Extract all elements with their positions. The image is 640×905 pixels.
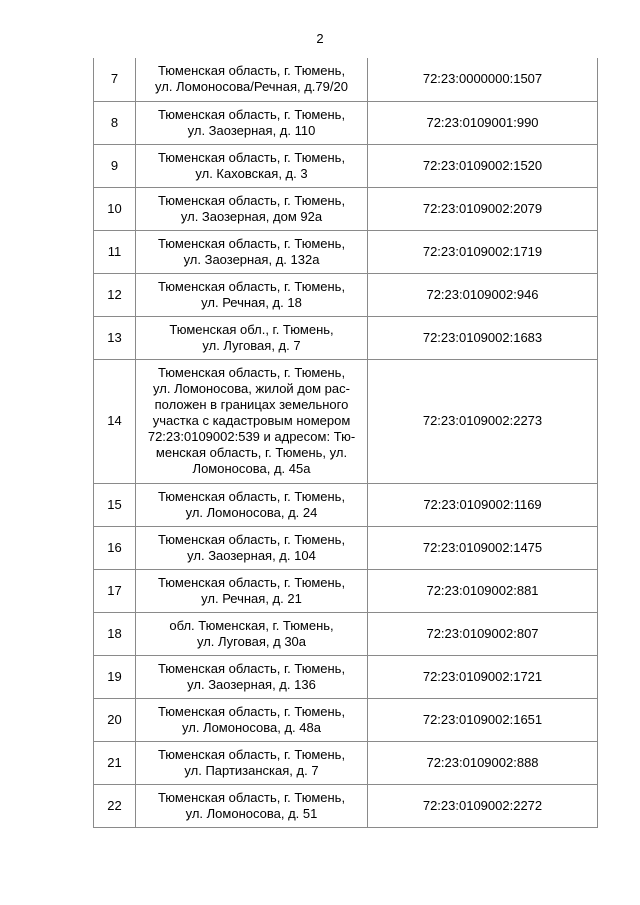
cadastral-number-cell: 72:23:0109002:807: [368, 612, 598, 655]
address-cell: [136, 741, 368, 784]
row-number: 20: [94, 698, 136, 741]
cadastral-number-cell: 72:23:0109002:946: [368, 273, 598, 316]
address-line: Тюменская область, г. Тюмень,: [157, 488, 346, 504]
table-row: [94, 101, 598, 144]
address-line: Тюменская область, г. Тюмень,: [157, 235, 346, 251]
table-row: [94, 741, 598, 784]
cadastral-number-cell: 72:23:0109002:881: [368, 569, 598, 612]
address-cell: [136, 698, 368, 741]
address-cell: [136, 316, 368, 359]
table-row: [94, 144, 598, 187]
row-number: 8: [94, 101, 136, 144]
address-line: ул. Ломоносова, д. 51: [185, 805, 318, 821]
cadastral-number-cell: 72:23:0109002:888: [368, 741, 598, 784]
table-row: [94, 58, 598, 101]
row-number: 19: [94, 655, 136, 698]
row-number: 10: [94, 187, 136, 230]
address-line: Тюменская обл., г. Тюмень,: [169, 321, 334, 337]
address-line: Тюменская область, г. Тюмень,: [157, 63, 346, 79]
address-line: Тюменская область, г. Тюмень,: [157, 531, 346, 547]
address-cell: [136, 144, 368, 187]
address-line: ул. Луговая, д 30а: [196, 633, 307, 649]
row-number: 12: [94, 273, 136, 316]
address-line: Тюменская область, г. Тюмень,: [157, 660, 346, 676]
table-row: [94, 698, 598, 741]
row-number: 15: [94, 483, 136, 526]
row-number: 16: [94, 526, 136, 569]
address-cell: [136, 230, 368, 273]
address-line: ул. Речная, д. 18: [201, 294, 302, 310]
table-row: [94, 230, 598, 273]
address-line: менская область, г. Тюмень, ул.: [155, 445, 348, 460]
cadastral-number-cell: 72:23:0109002:1169: [368, 483, 598, 526]
table-row: [94, 187, 598, 230]
address-line: Тюменская область, г. Тюмень,: [157, 365, 346, 380]
address-cell: [136, 483, 368, 526]
cadastral-number-cell: 72:23:0109002:1651: [368, 698, 598, 741]
row-number: 21: [94, 741, 136, 784]
page-number: 2: [316, 31, 324, 46]
address-line: ул. Речная, д. 21: [201, 590, 302, 606]
address-line: Тюменская область, г. Тюмень,: [157, 278, 346, 294]
row-number: 9: [94, 144, 136, 187]
row-number: 11: [94, 230, 136, 273]
address-line: Тюменская область, г. Тюмень,: [157, 574, 346, 590]
cadastral-number-cell: 72:23:0109001:990: [368, 101, 598, 144]
table-row: [94, 612, 598, 655]
cadastral-number-cell: 72:23:0000000:1507: [368, 58, 598, 101]
row-number: 18: [94, 612, 136, 655]
address-table: [93, 58, 598, 828]
address-line: ул. Заозерная, д. 104: [187, 547, 316, 563]
address-line: положен в границах земельного: [154, 397, 349, 412]
table-row: [94, 526, 598, 569]
address-line: ул. Заозерная, д. 132а: [183, 251, 320, 267]
address-line: ул. Заозерная, дом 92а: [180, 208, 323, 224]
address-cell: [136, 58, 368, 101]
cadastral-number-cell: 72:23:0109002:1683: [368, 316, 598, 359]
address-line: ул. Заозерная, д. 110: [187, 122, 316, 138]
address-cell: [136, 612, 368, 655]
row-number: 13: [94, 316, 136, 359]
address-line: Тюменская область, г. Тюмень,: [157, 192, 346, 208]
address-cell: [136, 359, 368, 483]
address-cell: [136, 784, 368, 827]
row-number: 17: [94, 569, 136, 612]
address-line: ул. Каховская, д. 3: [195, 165, 308, 181]
row-number: 7: [94, 58, 136, 101]
address-line: Тюменская область, г. Тюмень,: [157, 746, 346, 762]
table-row: [94, 483, 598, 526]
row-number: 22: [94, 784, 136, 827]
cadastral-number-cell: 72:23:0109002:1520: [368, 144, 598, 187]
address-line: Тюменская область, г. Тюмень,: [157, 703, 346, 719]
table-row: [94, 569, 598, 612]
address-cell: [136, 655, 368, 698]
address-line: обл. Тюменская, г. Тюмень,: [169, 617, 334, 633]
address-line: Тюменская область, г. Тюмень,: [157, 149, 346, 165]
cadastral-number-cell: 72:23:0109002:2272: [368, 784, 598, 827]
address-line: Тюменская область, г. Тюмень,: [157, 789, 346, 805]
address-line: Ломоносова, д. 45а: [192, 461, 311, 476]
row-number: 14: [94, 359, 136, 483]
address-line: ул. Партизанская, д. 7: [184, 762, 319, 778]
address-cell: [136, 569, 368, 612]
table-row: [94, 359, 598, 483]
address-line: ул. Ломоносова, жилой дом рас-: [153, 381, 350, 396]
address-line: ул. Ломоносова/Речная, д.79/20: [155, 79, 348, 95]
address-cell: [136, 526, 368, 569]
address-line: ул. Заозерная, д. 136: [187, 676, 316, 692]
address-cell: [136, 273, 368, 316]
table-row: [94, 784, 598, 827]
address-line: ул. Луговая, д. 7: [202, 337, 301, 353]
table-row: [94, 655, 598, 698]
address-line: ул. Ломоносова, д. 24: [185, 504, 318, 520]
address-line: участка с кадастровым номером: [152, 413, 351, 428]
address-cell: [136, 101, 368, 144]
cadastral-number-cell: 72:23:0109002:2273: [368, 359, 598, 483]
cadastral-number-cell: 72:23:0109002:1475: [368, 526, 598, 569]
cadastral-number-cell: 72:23:0109002:2079: [368, 187, 598, 230]
table-row: [94, 273, 598, 316]
address-line: ул. Ломоносова, д. 48а: [182, 719, 321, 735]
address-line: Тюменская область, г. Тюмень,: [157, 106, 346, 122]
cadastral-number-cell: 72:23:0109002:1719: [368, 230, 598, 273]
address-line: 72:23:0109002:539 и адресом: Тю-: [147, 429, 356, 444]
table-row: [94, 316, 598, 359]
cadastral-number-cell: 72:23:0109002:1721: [368, 655, 598, 698]
address-cell: [136, 187, 368, 230]
